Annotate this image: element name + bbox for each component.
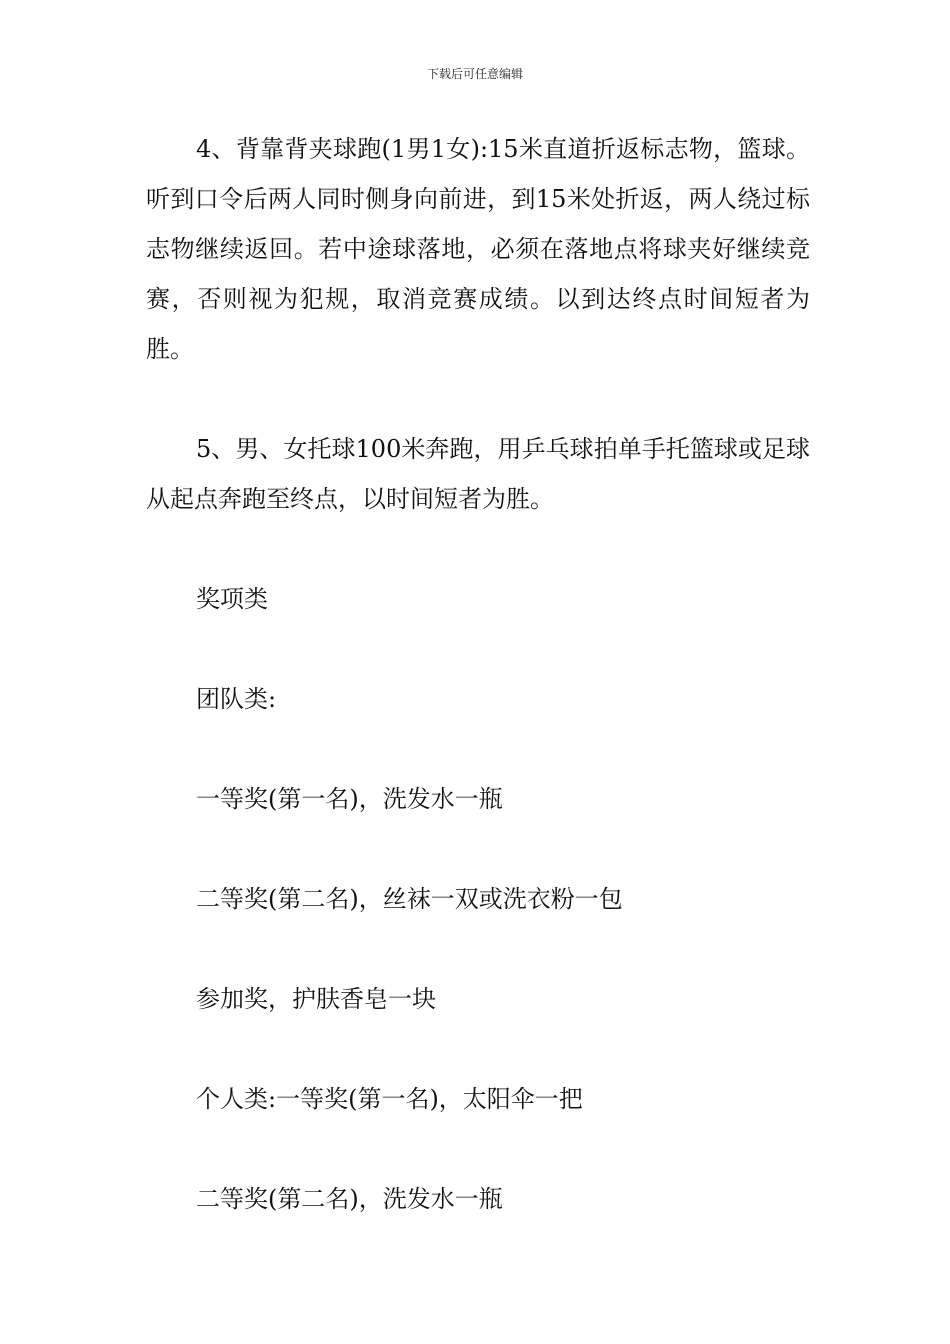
- paragraph-gap: [146, 924, 810, 974]
- award-item: 参加奖，护肤香皂一块: [196, 985, 436, 1013]
- team-awards-heading: 团队类:: [196, 685, 277, 713]
- award-item: 二等奖(第二名)，洗发水一瓶: [196, 1185, 503, 1213]
- paragraph-rule-5: 5、男、女托球100米奔跑，用乒乓球拍单手托篮球或足球从起点奔跑至终点，以时间短者为胜。: [146, 435, 810, 513]
- paragraph-gap: [146, 724, 810, 774]
- awards-heading: 奖项类: [196, 585, 268, 613]
- page-header: 下载后可任意编辑: [426, 67, 523, 81]
- paragraph-gap: [146, 1124, 810, 1174]
- paragraph-gap: [146, 1024, 810, 1074]
- paragraph-gap: [146, 374, 810, 424]
- paragraph-gap: [146, 524, 810, 574]
- document-body: [146, 124, 810, 1224]
- award-item: 二等奖(第二名)，丝袜一双或洗衣粉一包: [196, 885, 623, 913]
- paragraph-rule-4: 4、背靠背夹球跑(1男1女):15米直道折返标志物，篮球。听到口令后两人同时侧身向前进，到15米处折返，两人绕过标志物继续返回。若中途球落地，必须在落地点将球夹好继续竞赛，否则视为犯规，取消竞赛成绩。以到达终点时间短者为胜。: [146, 135, 810, 363]
- award-item: 个人类:一等奖(第一名)，太阳伞一把: [196, 1085, 583, 1113]
- award-item: 一等奖(第一名)，洗发水一瓶: [196, 785, 503, 813]
- paragraph-gap: [146, 624, 810, 674]
- paragraph-gap: [146, 824, 810, 874]
